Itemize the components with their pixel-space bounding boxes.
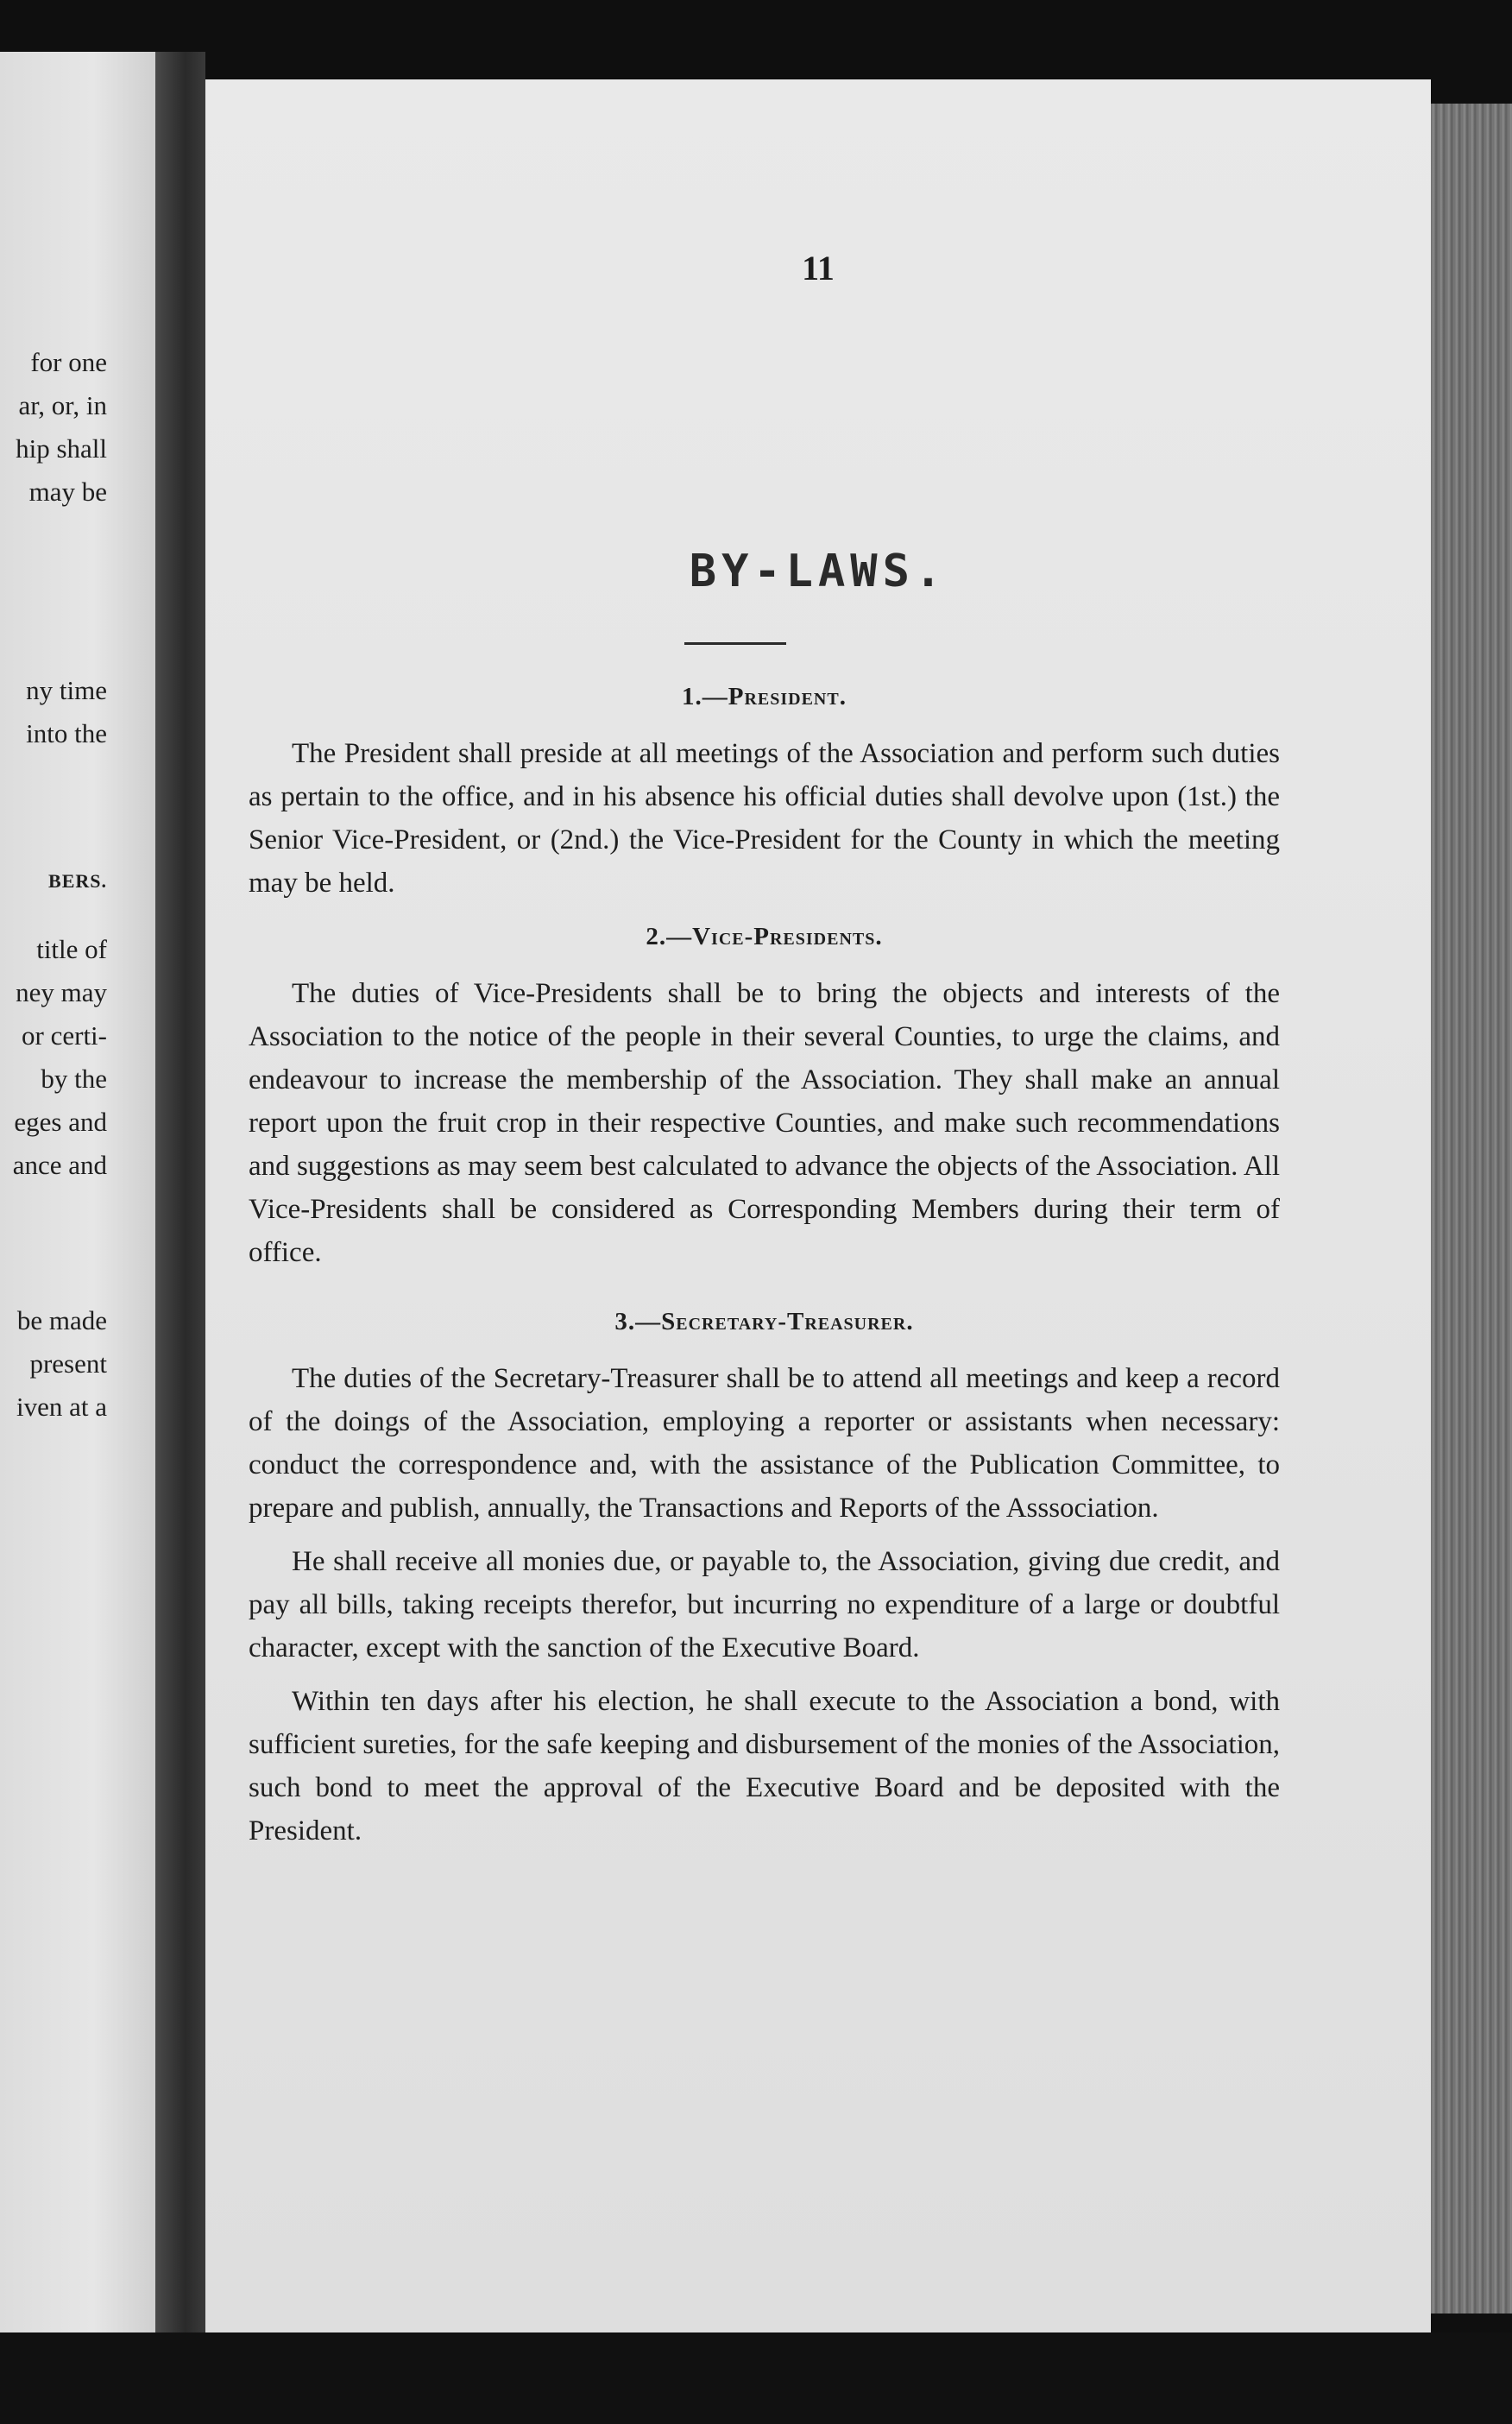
section-vice-presidents [249, 915, 1280, 1274]
paragraph: He shall receive all monies due, or payable to, the Association, giving due credit, and pay all bills, taking receipts therefor, but incurring no expenditure of a large or doubtful character, except with the sanction of the Executive Board. [249, 1546, 1280, 1663]
left-fragment-line: ar, or, in [18, 390, 107, 420]
title-underline [684, 642, 786, 645]
bylaws-content [249, 675, 1280, 1863]
scan-background [0, 2332, 1512, 2424]
left-fragment-line: be made [16, 1305, 107, 1335]
left-fragment-line: into the [26, 718, 107, 748]
left-fragment-line: iven at a [16, 1392, 107, 1422]
section-president [249, 675, 1280, 905]
main-page [205, 79, 1431, 2332]
left-fragment-heading: BERS. [48, 870, 107, 892]
paragraph: The President shall preside at all meetings of the Association and perform such duties as pertain to the office, and in his absence his official duties shall devolve upon (1st.) the Senior Vice-President, or (2nd.) the Vice-President for the County in which the meeting may be held. [249, 738, 1280, 899]
left-fragment-line: eges and [14, 1107, 107, 1137]
left-fragment-line: title of [36, 934, 107, 964]
left-fragment-line: or certi- [22, 1020, 107, 1051]
section-heading: 2.—Vice-Presidents. [646, 923, 883, 950]
page-number: 11 [802, 249, 835, 287]
left-fragment-line: by the [41, 1064, 107, 1094]
page-edge-stack [1431, 104, 1512, 2314]
left-page-fragment [0, 52, 155, 2348]
left-fragment-line: ance and [12, 1150, 107, 1180]
left-fragment-line: ney may [16, 977, 107, 1007]
section-heading: 3.—Secretary-Treasurer. [614, 1308, 914, 1335]
left-fragment-line: present [29, 1348, 107, 1379]
paragraph: The duties of the Secretary-Treasurer shall be to attend all meetings and keep a record of the doings of the Association, employing a reporter or assistants when necessary: conduct the correspondence and, with the assistance of the Publication Committee, to prepare and publish, annually, the Transactions and Reports of the Asssociation. [249, 1363, 1280, 1524]
left-fragment-line: may be [28, 477, 107, 507]
section-heading: 1.—President. [682, 683, 847, 710]
left-fragment-line: hip shall [16, 433, 107, 464]
page-title: BY-LAWS. [689, 546, 948, 597]
left-fragment-line: ny time [26, 675, 107, 705]
paragraph: Within ten days after his election, he shall execute to the Association a bond, with sufficient sureties, for the safe keeping and disbursement of the monies of the Association, such bond to meet the approval of the Executive Board and be deposited with the President. [249, 1686, 1280, 1846]
paragraph: The duties of Vice-Presidents shall be to bring the objects and interests of the Association to the notice of the people in their several Counties, to urge the claims, and endeavour to increase the membership of the Association. They shall make an annual report upon the fruit crop in their respective Counties, and make such recommendations and suggestions as may seem best calculated to advance the objects of the Association. All Vice-Presidents shall be considered as Corresponding Members during their term of office. [249, 978, 1280, 1268]
left-fragment-line: for one [30, 347, 107, 377]
book-gutter [155, 52, 205, 2365]
section-secretary-treasurer [249, 1300, 1280, 1853]
